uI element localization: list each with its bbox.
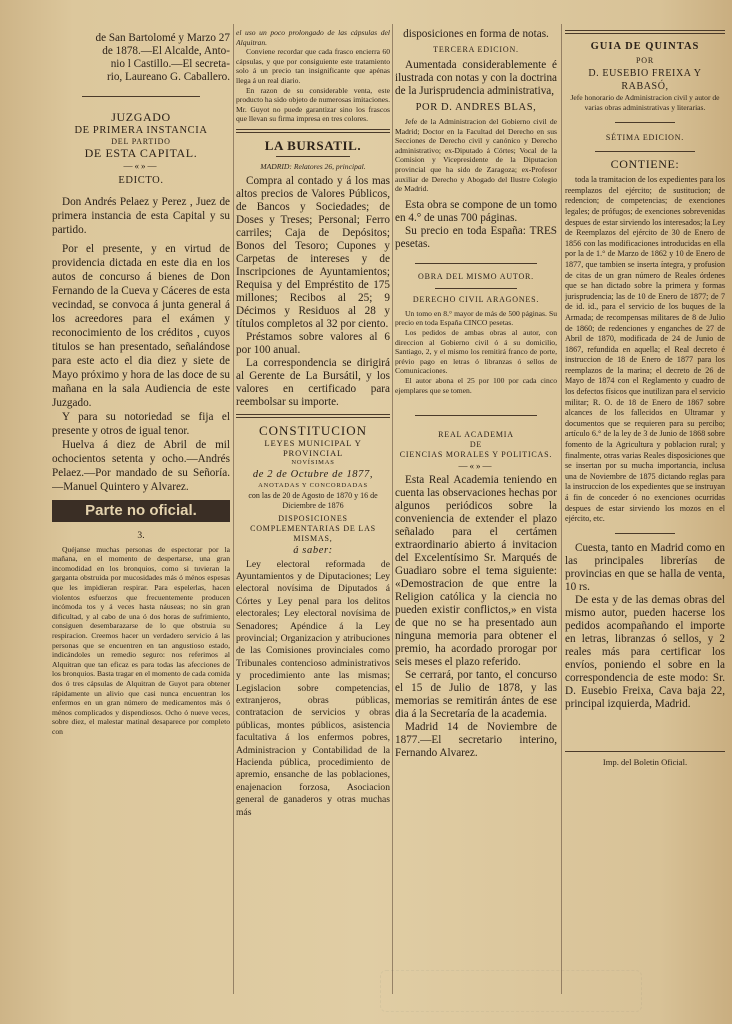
edition-description: Aumentada considerablemente é ilustrada con notas y con la doctrina de la Jurisprudencia administrativa, [395,59,557,97]
obra-price: Su precio en toda España: TRES pesetas. [395,224,557,250]
guia-por: POR [636,56,654,65]
edicto-body: Por el presente, y en virtud de providencia dictada en este dia en los autos de concurso á bienes de Don Fernando de la Cueva y Cáceres de esta vecindad, se convoca á junta general á los acreedores para el exámen y reconocimiento de los créditos , cuyos titulos se han presentado, señalándose para este acto el dia diez y siete de Mayo próximo y hora de las doce de su mañana en la sala Audiencia de este Juzgado. [52,243,230,409]
section-banner: Parte no oficial. [52,500,230,522]
academia-name: CIENCIAS MORALES Y POLITICAS. [399,450,553,460]
library-stamp-watermark [380,970,642,1012]
guia-contents: toda la tramitacion de los expedientes para los reemplazos del ejército; de sustitucion; de redencion; de competencias; de exenciones legales; de prófugos; de exenciones sobrevenidas despues de estar sirviendo los interesados; la Ley de Reemplazos del ejército de 30 de Enero de 1856 con las modificaciones introducidas en ella por la de 1.° de Marzo de 1862 y 10 de Enero de 1877, que tambien se inserta íntegra, y profusion de citas de un gran número de Reales órdenes que se han dictado sobre la primera y formas jurisprudencia; las de 10 de Enero de 1877; de 7 de id. id., para el servicio de los buques de la Armada; de recompensas militares de 8 de Julio de 1860; de redenciones y enganches de 27 de Abril de 1870, modificada de 24 de Junio de 1867, refundida en aquella; el Real decreto é instruccion de 18 de Enero de 1877 para los reemplazos de la marina; el decreto de 26 de Mayo de 1874 con el Reglamento y cuadro de los defectos físicos que inutilizan para el servicio militar; R. O. de 18 de Enero de 1867 sobre alcances de los fallecidos en Ultramar y documentos que se requieren para su percibo; artículo 6.° de la ley de 3 de Junio de 1868 sobre fomento de la Agricultura y poblacion rural; y finalmente, otras varias Reales disposiciones que se insertan por su mucha importancia, inclusa una de Noviembre de 1875 dictando reglas para la instruccion de los expedientes que se instruyan á fin de conceder ó no exenciones ocurridas despues de estar sirviendo los mozos en el ejército, etc. [565,175,725,524]
academia-heading: REAL ACADEMIA [438,430,514,440]
alquitran-article: Quéjanse muchas personas de espectorar por la mañana, en el momento de despertarse, una gran incomodidad en los bronquios, como si tuvieran la garganta obstruida por mucosidades más ó ménos espesas que les impidieran respirar. Para espelerlas, hacen violentos esfuerzos que frecuentemente producen incómoda tos y á veces hasta náuseas; no sin gran dificultad, y al cabo de una ó dos horas de sufrimiento, consiguen desembarazarse de lo que obstruia su respiracion. Creemos hacer un verdadero servicio á las personas que se encuentren en tan angustioso estado, indicándoles un remedio seguro: nos referimos al Alquitran que tan eficaz es para todas las afecciones de los bronquios. Basta tragar en el momento de cada comida dos ó tres cápsulas de Alquitran de Guyot para obtener rápidamente un alivio que casi nunca encuentran los enfermos en un gran número de medicamentos más ó ménos complicados y dispendiosos. Ocho ó nueve veces, sobre diez, el malestar matinal desaparece por completo con [52,544,230,736]
imprenta-credit: Imp. del Boletin Oficial. [602,756,688,767]
divider [236,414,390,418]
ornament: —«»— [458,461,494,472]
divider [565,30,725,34]
juzgado-capital: DE ESTA CAPITAL. [84,146,198,160]
constitucion-title: CONSTITUCION [258,422,368,438]
column-divider [561,24,562,994]
guia-author: D. EUSEBIO FREIXA Y RABASÓ, [588,68,702,92]
edicto-intro: Don Andrés Pelaez y Perez , Juez de primera instancia de esta Capital y su partido. [52,196,230,236]
constitucion-concord: con las de 20 de Agosto de 1870 y 16 de Diciembre de 1876 [248,490,378,510]
top-line-3: nio l Castillo.—El secreta- [110,58,230,70]
constitucion-subtitle: LEYES MUNICIPAL Y PROVINCIAL [264,437,362,458]
column-divider [233,24,234,994]
guia-orders: De esta y de las demas obras del mismo autor, pueden hacerse los pedidos acompañando el importe en letras, libranzas ó sellos, y 2 reales más para certificar los envíos, poniendo el sobre en la correspondencia de este modo: Sr. D. Eusebio Freixa, Cava baja 22, principal izquierda, Madrid. [565,593,725,710]
constitucion-annotated: ANOTADAS Y CONCORDADAS [258,481,368,489]
guia-contiene: CONTIENE: [610,157,680,172]
academia-body: Esta Real Academia teniendo en cuenta las observaciones hechas por algunos periódicos sobre la conveniencia de extender el plazo señalado para el certámen extraordinario abierto á invitacion del Excelentísimo Sr. Marqués de Guadiaro sobre el tema siguiente: «Demostracion de que entre la Religion católica y la ciencia no pueden existir conflictos,» en vista de que no se ha presentado aun ninguna memoria para obtener el premio, ha acordado prorogar por seis meses el plazo referido. [395,474,557,669]
divider [415,263,537,264]
juzgado-subheading: DE PRIMERA INSTANCIA [74,125,208,136]
divider [615,533,675,534]
column-1 [52,28,230,1016]
obra-extent: Esta obra se compone de un tomo en 4.° de unas 700 páginas. [395,198,557,224]
edicto-notice: Y para su notoriedad se fija el presente y otros de igual tenor. [52,411,230,437]
academia-signature: Madrid 14 de Noviembre de 1877.—El secretario interino, Fernando Alvarez. [395,721,557,760]
bursatil-body: Compra al contado y á los mas altos precios de Valores Públicos, de Bancos y Sociedades; de Doses y Treses; Personal; Ferro carriles; Caja de Depósitos; Bonos del Tesoro; Cupones y Carpetas de intereses y de Inscripciones de Ayuntamientos; Requisa y del Empréstito de 175 millones; Recibos al 25; 9 Décimos y Residuos al 28 y títulos completos al 32 por ciento. [236,174,390,330]
column-4 [565,28,725,1016]
derecho-extent: Un tomo en 8.° mayor de más de 500 páginas. Su precio en toda España CINCO pesetas. [395,308,557,328]
constitucion-dispositions: DISPOSICIONES COMPLEMENTARIAS DE LAS MISMAS, [250,513,376,543]
top-line-2: de 1878.—El Alcalde, Anto- [102,45,230,57]
divider [565,751,725,752]
derecho-orders: Los pedidos de ambas obras al autor, con direccion al Gobierno civil ó á su domicilio, Santiago, 2, y el mismo los remitirá franco de porte, prévio pago en letras ó libranzas ó sellos de Comunicaciones. [395,327,557,376]
constitucion-saber: á saber: [293,544,333,556]
divider [276,156,350,157]
divider [415,415,537,416]
academia-deadline: Se cerrará, por tanto, el concurso el 15 de Julio de 1878, y las memorias se remitirán ántes de ese dia á la Secretaría de la academia. [395,669,557,721]
guia-author-description: Jefe honorario de Administracion civil y autor de varias obras administrativas y literarias. [570,93,720,112]
bursatil-correspondence: La correspondencia se dirigirá al Gerente de La Bursátil, y los valores en certificado para reembolsar su importe. [236,356,390,408]
divider [82,96,200,97]
column-3 [395,28,557,1016]
edicto-signature: Huelva á diez de Abril de mil ochocientos setenta y ocho.—Andrés Pelaez.—Por mandado de su Señoría.—Manuel Quintero y Alvarez. [52,439,230,493]
divider [435,288,517,289]
ornament: —«»— [123,161,159,171]
otra-obra-title: OBRA DEL MISMO AUTOR. [418,271,534,281]
section-number: 3. [137,530,145,541]
constitucion-continued: disposiciones en forma de notas. [403,28,549,40]
constitucion-body: Ley electoral reformada de Ayuntamientos y de Diputaciones; Ley electoral novísima de Diputados á Córtes y Ley penal para los delitos electorales; Ley electoral novísima de Senadores; Apéndice á la Ley provincial; Organizacion y atribuciones de las Comisiones provinciales como Tribunales contencioso administrativos y procedimiento ante las mismas; Legislacion sobre competencias, extranjeros, obras públicas, contratacion de servicios y obras públicas, montes públicos, asistencia facultativa á los enfermos pobres, Administracion y Contabilidad de la Hacienda pública, procedimiento de apremio, ensanche de las poblaciones, enajenacion forzosa, Asociacion general de ganaderos y otras muchas más [236,558,390,818]
alquitran-warning: En razon de su considerable venta, este producto ha sido objeto de numerosas imitaciones. Mr. Guyot no puede garantizar sino los frascos que llevan su firma impresa en tres colores. [236,85,390,124]
academia-de: DE [469,440,483,450]
edition-label: TERCERA EDICION. [433,45,519,54]
juzgado-heading: JUZGADO [111,110,171,124]
alquitran-price: Conviene recordar que cada frasco encierra 60 cápsulas, y que por consiguiente este tratamiento solo á un precio tan insignificante que apénas llega á un real diario. [236,47,390,85]
juzgado-partido: DEL PARTIDO [111,137,171,146]
column-divider [392,24,393,994]
bursatil-loans: Préstamos sobre valores al 6 por 100 anual. [236,330,390,356]
top-line-1: de San Bartolomé y Marzo 27 [95,32,230,44]
column-2 [236,28,390,1016]
derecho-discount: El autor abona el 25 por 100 por cada cinco ejemplares que se tomen. [395,375,557,395]
constitucion-novisimas: NOVÍSIMAS [291,458,335,466]
constitucion-date: de 2 de Octubre de 1877, [252,468,374,480]
bursatil-title: LA BURSATIL. [264,137,362,153]
bursatil-address: MADRID: Relatores 26, principal. [260,161,366,171]
top-line-4: rio, Laureano G. Caballero. [106,71,230,83]
author-description: Jefe de la Administracion del Gobierno civil de Madrid; Doctor en la Facultad del Derecho en sus Secciones de Derecho civil y canónico y Derecho administrativo; ex-Diputado á Córtes; Vocal de la Comision y Vicepresidente de la Diputacion provincial que ha sido de Zaragoza; ex-Profesor auxiliar de Derecho y Abogado del Ilustre Colegio de Madrid. [395,117,557,194]
edicto-title: EDICTO. [118,175,164,186]
guia-price: Cuesta, tanto en Madrid como en las principales librerías de provincias en que se halla de venta, 10 rs. [565,541,725,593]
guia-title: GUIA DE QUINTAS [590,41,700,52]
divider [595,151,695,152]
divider [236,129,390,133]
derecho-title: DERECHO CIVIL ARAGONES. [412,294,540,304]
author-name: POR D. ANDRES BLAS, [415,102,537,113]
alquitran-continued: el uso un poco prolongado de las cápsulas del Alquitran. [236,28,390,47]
guia-edition: SÉTIMA EDICION. [605,133,685,143]
divider [615,122,675,123]
